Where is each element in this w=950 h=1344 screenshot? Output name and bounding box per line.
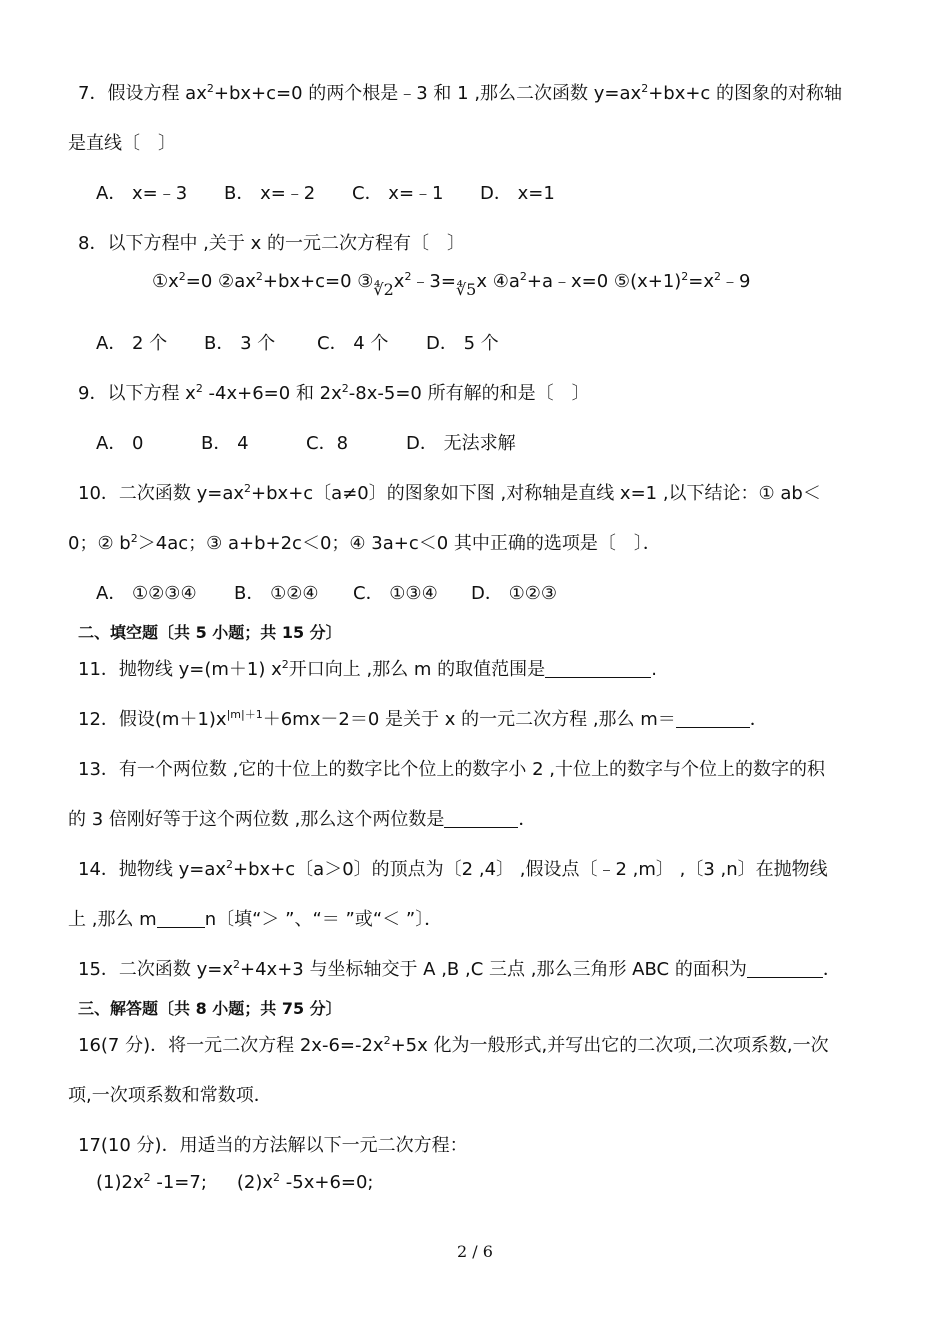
q9-option-d: D． 无法求解 [406,433,516,454]
q8-option-a: A． 2 个 [96,333,168,354]
q10-option-a: A． ①②③④ [96,583,197,604]
q12-line: 12．假设$(m+1)x^{|m|+1}+6mx-2=0$ 是关于 x 的一元二次方程 ,那么 m＝ ． [78,708,768,730]
q11-answer-blank[interactable] [545,659,651,678]
section-fill-in-heading: 二、填空题〔共 5 小题；共 15 分〕 [78,623,342,642]
q14-line2: 上 ,那么 m n〔填“＞ ”、“＝ ”或“＜ ”〕． [68,909,443,930]
q16-line1: 16(7 分)．将一元二次方程 $2x-6=-2x^2+5x$ 化为一般形式,并写出它的二次项,二次项系数,一次 [78,1034,829,1056]
q7-line1: 7．假设方程 $ax^2+bx+c=0$ 的两个根是﹣3 和 1 ,那么二次函数 $y=ax^2+bx+c$ 的图象的对称轴 [78,82,843,104]
q12-answer-blank[interactable] [676,709,750,728]
q15-line: 15．二次函数 $y=x^2+4x+3$ 与坐标轴交于 A ,B ,C 三点 ,那么三角形 ABC 的面积为 ． [78,958,841,980]
q9-option-b: B． 4 [201,433,249,454]
fourth-root-2: ∜2 [373,280,394,299]
q7-option-d: D． x=1 [480,183,555,204]
page-number: 2 / 6 [457,1242,493,1261]
q14-answer-blank[interactable] [157,909,205,928]
q13-answer-blank[interactable] [444,809,518,828]
q10-option-d: D． ①②③ [471,583,557,604]
q10-option-c: C． ①③④ [353,583,438,604]
q16-line2: 项,一次项系数和常数项． [68,1085,272,1106]
q8-option-d: D． 5 个 [426,333,499,354]
q10-line2: 0；② $b^2>4ac$；③ a+b+2c＜0；④ 3a+c＜0 其中正确的选项是〔 〕． [68,532,661,554]
q8-option-b: B． 3 个 [204,333,276,354]
q17-parts [96,1171,374,1195]
q8-option-c: C． 4 个 [317,333,389,354]
q17-stem: 17(10 分)．用适当的方法解以下一元二次方程： [78,1135,468,1156]
q13-line2: 的 3 倍刚好等于这个两位数 ,那么这个两位数是 ． [68,809,537,830]
q10-options [96,582,557,606]
q10-line1: 10．二次函数 $y=ax^2+bx+c$〔a≠0〕的图象如下图 ,对称轴是直线 x=1 ,以下结论：① ab＜ [78,482,821,504]
fourth-root-5: ∜5 [455,280,477,299]
q8-stem: 8．以下方程中 ,关于 x 的一元二次方程有〔 〕 [78,233,465,254]
q17-part1: $(1)2x^2$ -1=7; [96,1171,207,1193]
q9-stem: 9．以下方程 $x^2$ -4x+6=0 和 $2x^2-8x-5=0$ 所有解的和是〔 〕 [78,382,590,404]
q7-options [96,182,555,206]
q7-option-b: B． x=﹣2 [224,183,316,204]
q11-line: 11．抛物线 y=(m＋1) $x^2$开口向上 ,那么 m 的取值范围是 . [78,658,657,680]
q8-options [96,332,499,356]
q10-option-b: B． ①②④ [234,583,319,604]
q8-equations: $①x^2=0$ $②ax^2+bx+c=0$ $③∜2x^2﹣3=∜5x$ $④a^2+a﹣x=0$ $⑤(x+1)^2=x^2﹣9$ [152,270,751,299]
q15-answer-blank[interactable] [747,959,823,978]
section-solution-heading: 三、解答题〔共 8 小题；共 75 分〕 [78,999,342,1018]
q9-option-a: A． 0 [96,433,144,454]
q9-options [96,432,516,456]
q14-line1: 14．抛物线 $y=ax^2+bx+c$〔a＞0〕的顶点为〔2 ,4〕 ,假设点〔﹣2 ,m〕 ,〔3 ,n〕在抛物线 [78,858,828,880]
q13-line1: 13．有一个两位数 ,它的十位上的数字比个位上的数字小 2 ,十位上的数字与个位上的数字的积 [78,759,825,780]
q7-option-a: A． x=﹣3 [96,183,188,204]
q7-option-c: C． x=﹣1 [352,183,444,204]
q9-option-c: C．8 [306,433,349,454]
q17-part2: $(2)x^2$ -5x+6=0; [236,1171,374,1193]
q7-line2: 是直线〔 〕 [68,133,176,154]
